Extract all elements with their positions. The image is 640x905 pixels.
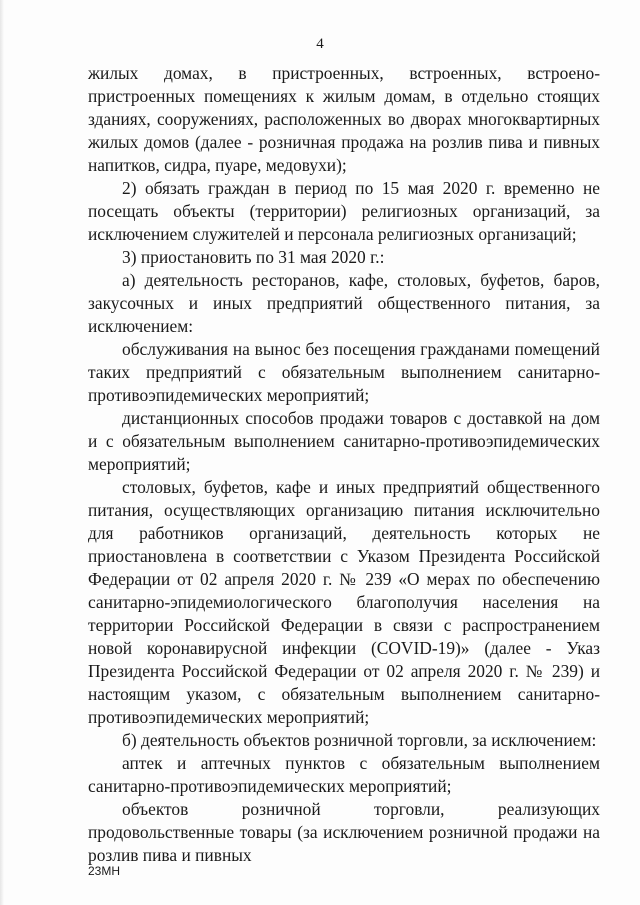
document-body [88,62,600,867]
paragraph-item-2: 2) обязать граждан в период по 15 мая 2020 г. временно не посещать объекты (территории) религиозных организаций, за исключением служителей и персонала религиозных организаций; [88,178,600,244]
page-edge-shadow [0,0,4,905]
paragraph-exception-pharmacies: аптек и аптечных пунктов с обязательным выполнением санитарно-противоэпидемических мероприятий; [88,753,600,796]
paragraph-subitem-b: б) деятельность объектов розничной торговли, за исключением: [122,730,597,750]
paragraph-item-3: 3) приостановить по 31 мая 2020 г.: [122,247,385,267]
paragraph-exception-takeaway: обслуживания на вынос без посещения гражданами помещений таких предприятий с обязательным выполнением санитарно-противоэпидемических мероприятий; [88,339,600,405]
paragraph-exception-canteens: столовых, буфетов, кафе и иных предприятий общественного питания, осуществляющих организацию питания исключительно для работников организаций, деятельность которых не приостановлена в соответствии с Указом Президента Российской Федерации от 02 апреля 2020 г. № 239 «О мерах по обеспечению санитарно-эпидемиологического благополучия населения на территории Российской Федерации в связи с распространением новой коронавирусной инфекции (COVID-19)» (далее - Указ Президента Российской Федерации от 02 апреля 2020 г. № 239) и настоящим указом, с обязательным выполнением санитарно-противоэпидемических мероприятий; [88,477,600,727]
footer-code: 23МН [88,864,121,878]
paragraph-subitem-a: а) деятельность ресторанов, кафе, столовых, буфетов, баров, закусочных и иных предприятий общественного питания, за исключением: [88,270,600,336]
paragraph-continuation: жилых домах, в пристроенных, встроенных, встроено-пристроенных помещениях к жилым домам, в отдельно стоящих зданиях, сооружениях, расположенных во дворах многоквартирных жилых домов (далее - розничная продажа на розлив пива и пивных напитков, сидра, пуаре, медовухи); [88,63,600,175]
page-number: 4 [316,36,324,52]
paragraph-exception-food-retail: объектов розничной торговли, реализующих продовольственные товары (за исключением розничной продажи на розлив пива и пивных [88,799,600,865]
paragraph-exception-delivery: дистанционных способов продажи товаров с доставкой на дом и с обязательным выполнением санитарно-противоэпидемических мероприятий; [88,408,600,474]
